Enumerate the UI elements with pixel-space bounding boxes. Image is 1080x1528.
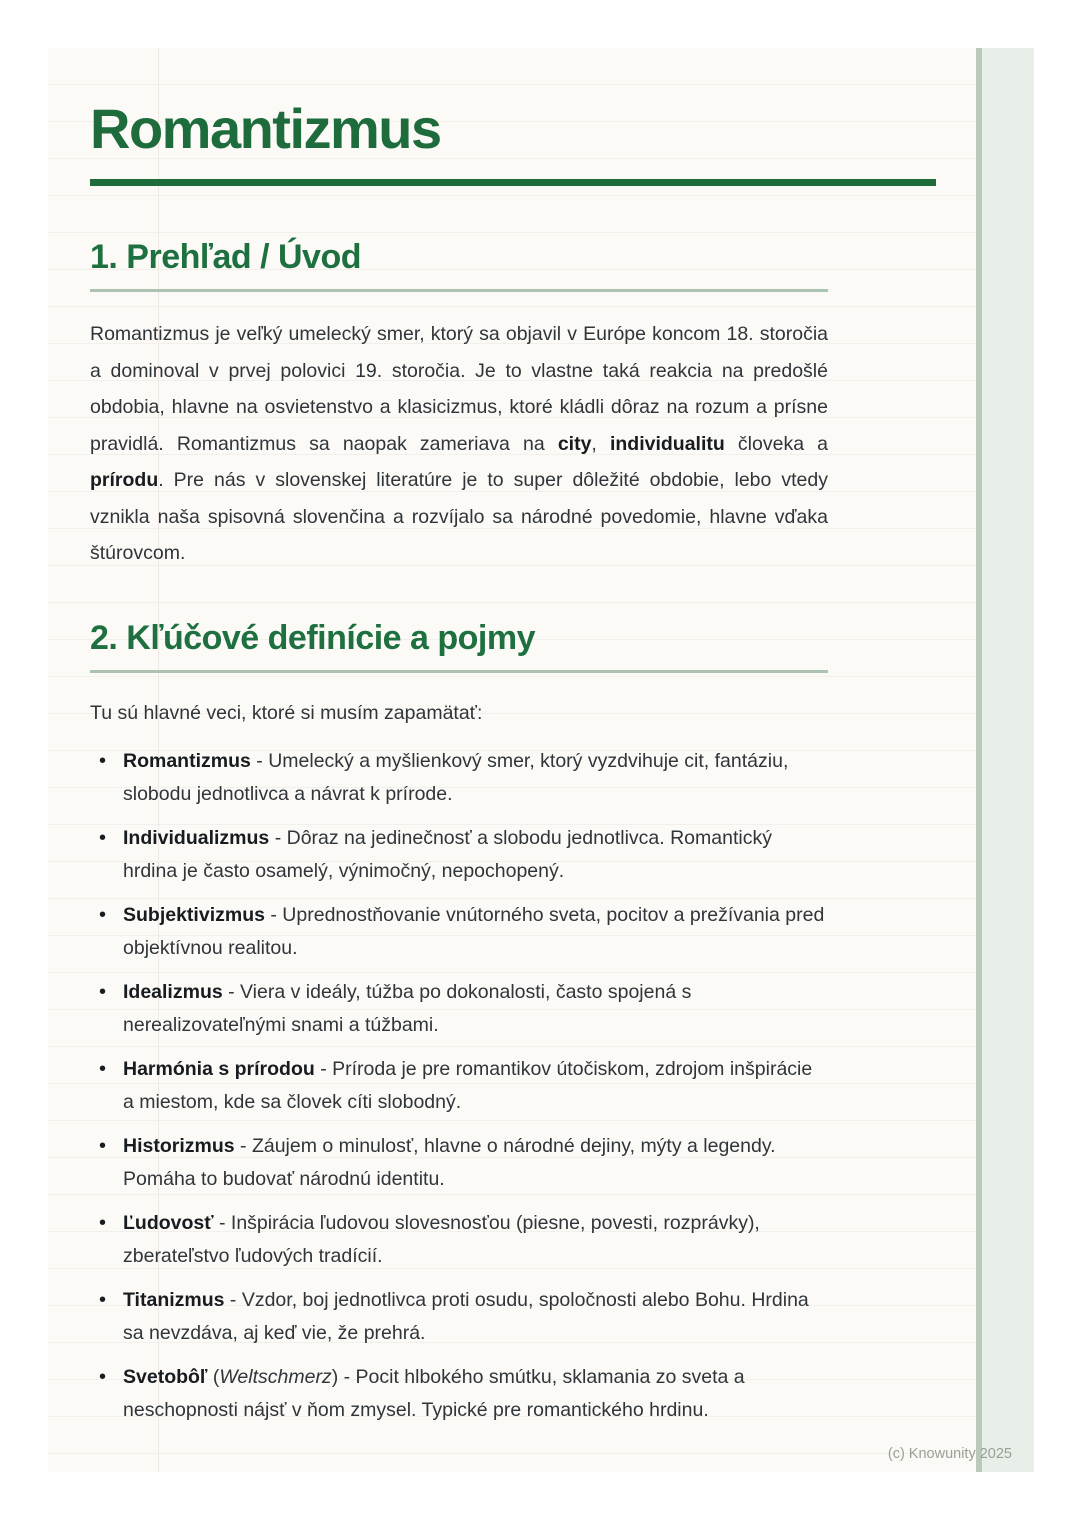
bullet-icon: •	[99, 981, 107, 1003]
list-item	[99, 976, 828, 1042]
title-underline-rule	[90, 179, 936, 186]
bullet-icon: •	[99, 827, 107, 849]
term-label: Romantizmus	[123, 750, 251, 772]
item-description: - Umelecký a myšlienkový smer, ktorý vyzdvihuje cit, fantáziu, slobodu jednotlivca a návrat k prírode.	[123, 750, 789, 805]
right-accent-stripe	[976, 48, 1034, 1472]
item-description: - Vzdor, boj jednotlivca proti osudu, spoločnosti alebo Bohu. Hrdina sa nevzdáva, aj keď vie, že prehrá.	[123, 1289, 809, 1344]
list-item	[99, 1207, 828, 1273]
list-item: • Svetobôľ (Weltschmerz) - Pocit hlbokého smútku, sklamania zo sveta a neschopnosti nájsť v ňom zmysel. Typické pre romantického hrdinu.	[123, 1361, 828, 1427]
section-2-heading: 2. Kľúčové definície a pojmy	[90, 618, 536, 657]
page-background	[48, 48, 1034, 1472]
paragraph-text: . Pre nás v slovenskej literatúre je to super dôležité obdobie, lebo vtedy vznikla naša spisovná slovenčina a rozvíjalo sa národné povedomie, hlavne vďaka štúrovcom.	[90, 469, 828, 564]
section-1-rule	[90, 289, 828, 292]
list-item	[99, 745, 828, 811]
term-note: Weltschmerz	[219, 1366, 332, 1388]
item-description: - Inšpirácia ľudovou slovesnosťou (piesne, povesti, rozprávky), zberateľstvo ľudových tradícií.	[123, 1212, 760, 1267]
copyright-footer: (c) Knowunity 2025	[887, 1446, 1012, 1462]
page-content	[90, 48, 828, 1438]
list-item	[99, 1130, 828, 1196]
paragraph-text: Romantizmus je veľký umelecký smer, ktorý sa objavil v Európe koncom 18. storočia a dominoval v prvej polovici 19. storočia. Je to vlastne taká reakcia na predošlé obdobia, hlavne na osvietenstvo a klasicizmus, ktoré kládli dôraz na rozum a prísne pravidlá. Romantizmus sa naopak zameriava na	[90, 323, 828, 455]
term-label: Historizmus	[123, 1135, 235, 1157]
item-description: - Viera v ideály, túžba po dokonalosti, často spojená s nerealizovateľnými snami a túžbami.	[123, 981, 692, 1036]
bullet-icon: •	[99, 904, 107, 926]
paragraph-text: ,	[591, 432, 610, 455]
list-item	[99, 899, 828, 965]
item-description: - Príroda je pre romantikov útočiskom, zdrojom inšpirácie a miestom, kde sa človek cíti slobodný.	[123, 1058, 813, 1113]
document-title: Romantizmus	[90, 97, 441, 160]
section-2-rule	[90, 670, 828, 673]
definitions-list	[90, 745, 828, 1427]
term-label: Titanizmus	[123, 1289, 225, 1311]
item-description: - Uprednostňovanie vnútorného sveta, pocitov a prežívania pred objektívnou realitou.	[123, 904, 825, 959]
list-intro: Tu sú hlavné veci, ktoré si musím zapamätať:	[90, 701, 483, 724]
bullet-icon: •	[99, 1135, 107, 1157]
term-label: Ľudovosť	[123, 1212, 214, 1234]
emphasized-term: individualitu	[609, 432, 725, 455]
bullet-icon: •	[99, 1289, 107, 1311]
term-label: Idealizmus	[123, 981, 223, 1003]
emphasized-term: prírodu	[90, 469, 159, 491]
bullet-icon: •	[99, 1212, 107, 1234]
item-description: - Záujem o minulosť, hlavne o národné dejiny, mýty a legendy. Pomáha to budovať národnú identitu.	[123, 1135, 776, 1190]
list-item	[99, 822, 828, 888]
list-item	[99, 1284, 828, 1350]
term-label: Svetobôľ	[123, 1366, 208, 1388]
item-description: - Dôraz na jedinečnosť a slobodu jednotlivca. Romantický hrdina je často osamelý, výnimočný, nepochopený.	[123, 827, 772, 882]
bullet-icon: •	[99, 1058, 107, 1080]
intro-paragraph	[90, 316, 828, 572]
list-item	[99, 1053, 828, 1119]
term-label: Individualizmus	[123, 827, 270, 849]
term-label: Subjektivizmus	[123, 904, 265, 926]
emphasized-term: city	[557, 432, 592, 455]
bullet-icon: •	[99, 750, 107, 772]
term-label: Harmónia s prírodou	[123, 1058, 315, 1080]
paragraph-text: človeka a	[724, 432, 829, 455]
bullet-icon: •	[99, 1366, 107, 1388]
item-description: - Pocit hlbokého smútku, sklamania zo sveta a neschopnosti nájsť v ňom zmysel. Typické pre romantického hrdinu.	[123, 1366, 745, 1421]
section-1-heading: 1. Prehľad / Úvod	[90, 238, 362, 276]
